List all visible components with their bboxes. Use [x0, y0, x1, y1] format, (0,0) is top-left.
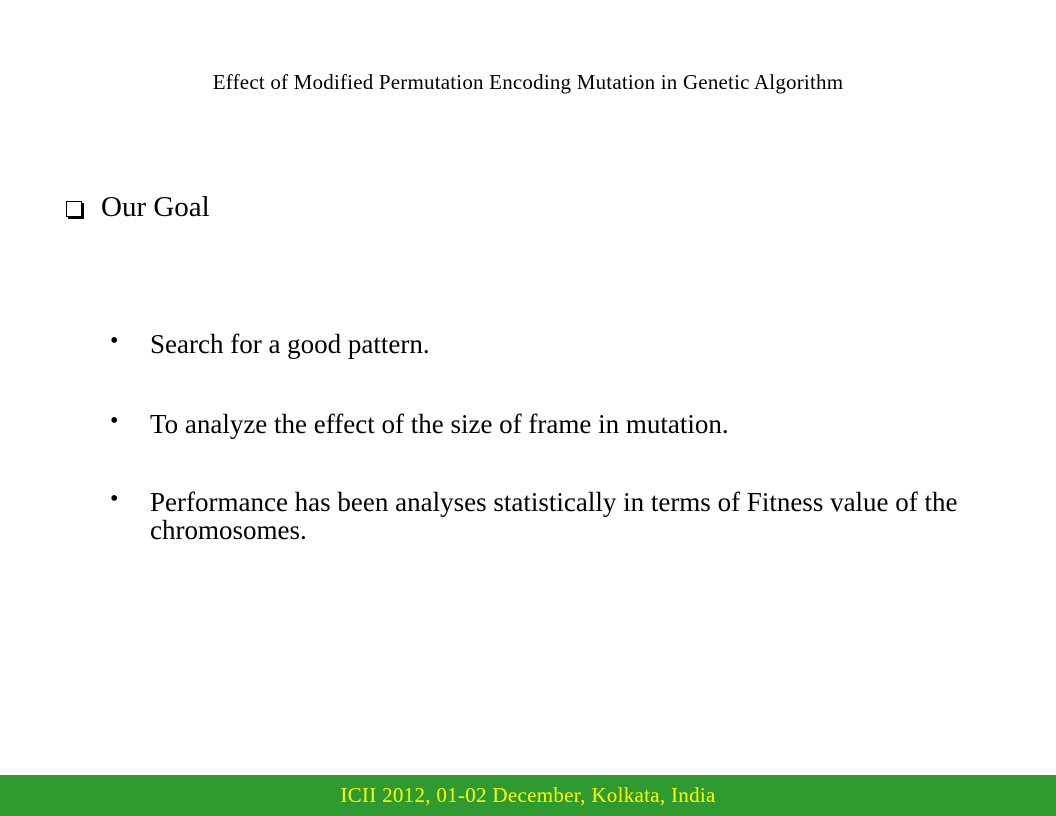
checkbox-bullet-icon [66, 201, 82, 217]
goal-bullet-list [110, 330, 990, 596]
bullet-text: Performance has been analyses statistically in terms of Fitness value of the chromosomes. [150, 487, 958, 545]
section-heading-label: Our Goal [101, 191, 210, 223]
bullet-text: To analyze the effect of the size of frame in mutation. [150, 409, 729, 439]
bullet-dot-icon: • [110, 408, 119, 434]
bullet-dot-icon: • [110, 486, 119, 512]
bullet-item [110, 488, 990, 544]
bullet-item [110, 330, 990, 358]
section-heading [66, 191, 210, 224]
bullet-item [110, 410, 990, 438]
footer-text: ICII 2012, 01-02 December, Kolkata, India [340, 783, 716, 807]
bullet-text: Search for a good pattern. [150, 329, 430, 359]
slide-title: Effect of Modified Permutation Encoding Mutation in Genetic Algorithm [212, 70, 844, 94]
bullet-dot-icon: • [110, 328, 119, 354]
